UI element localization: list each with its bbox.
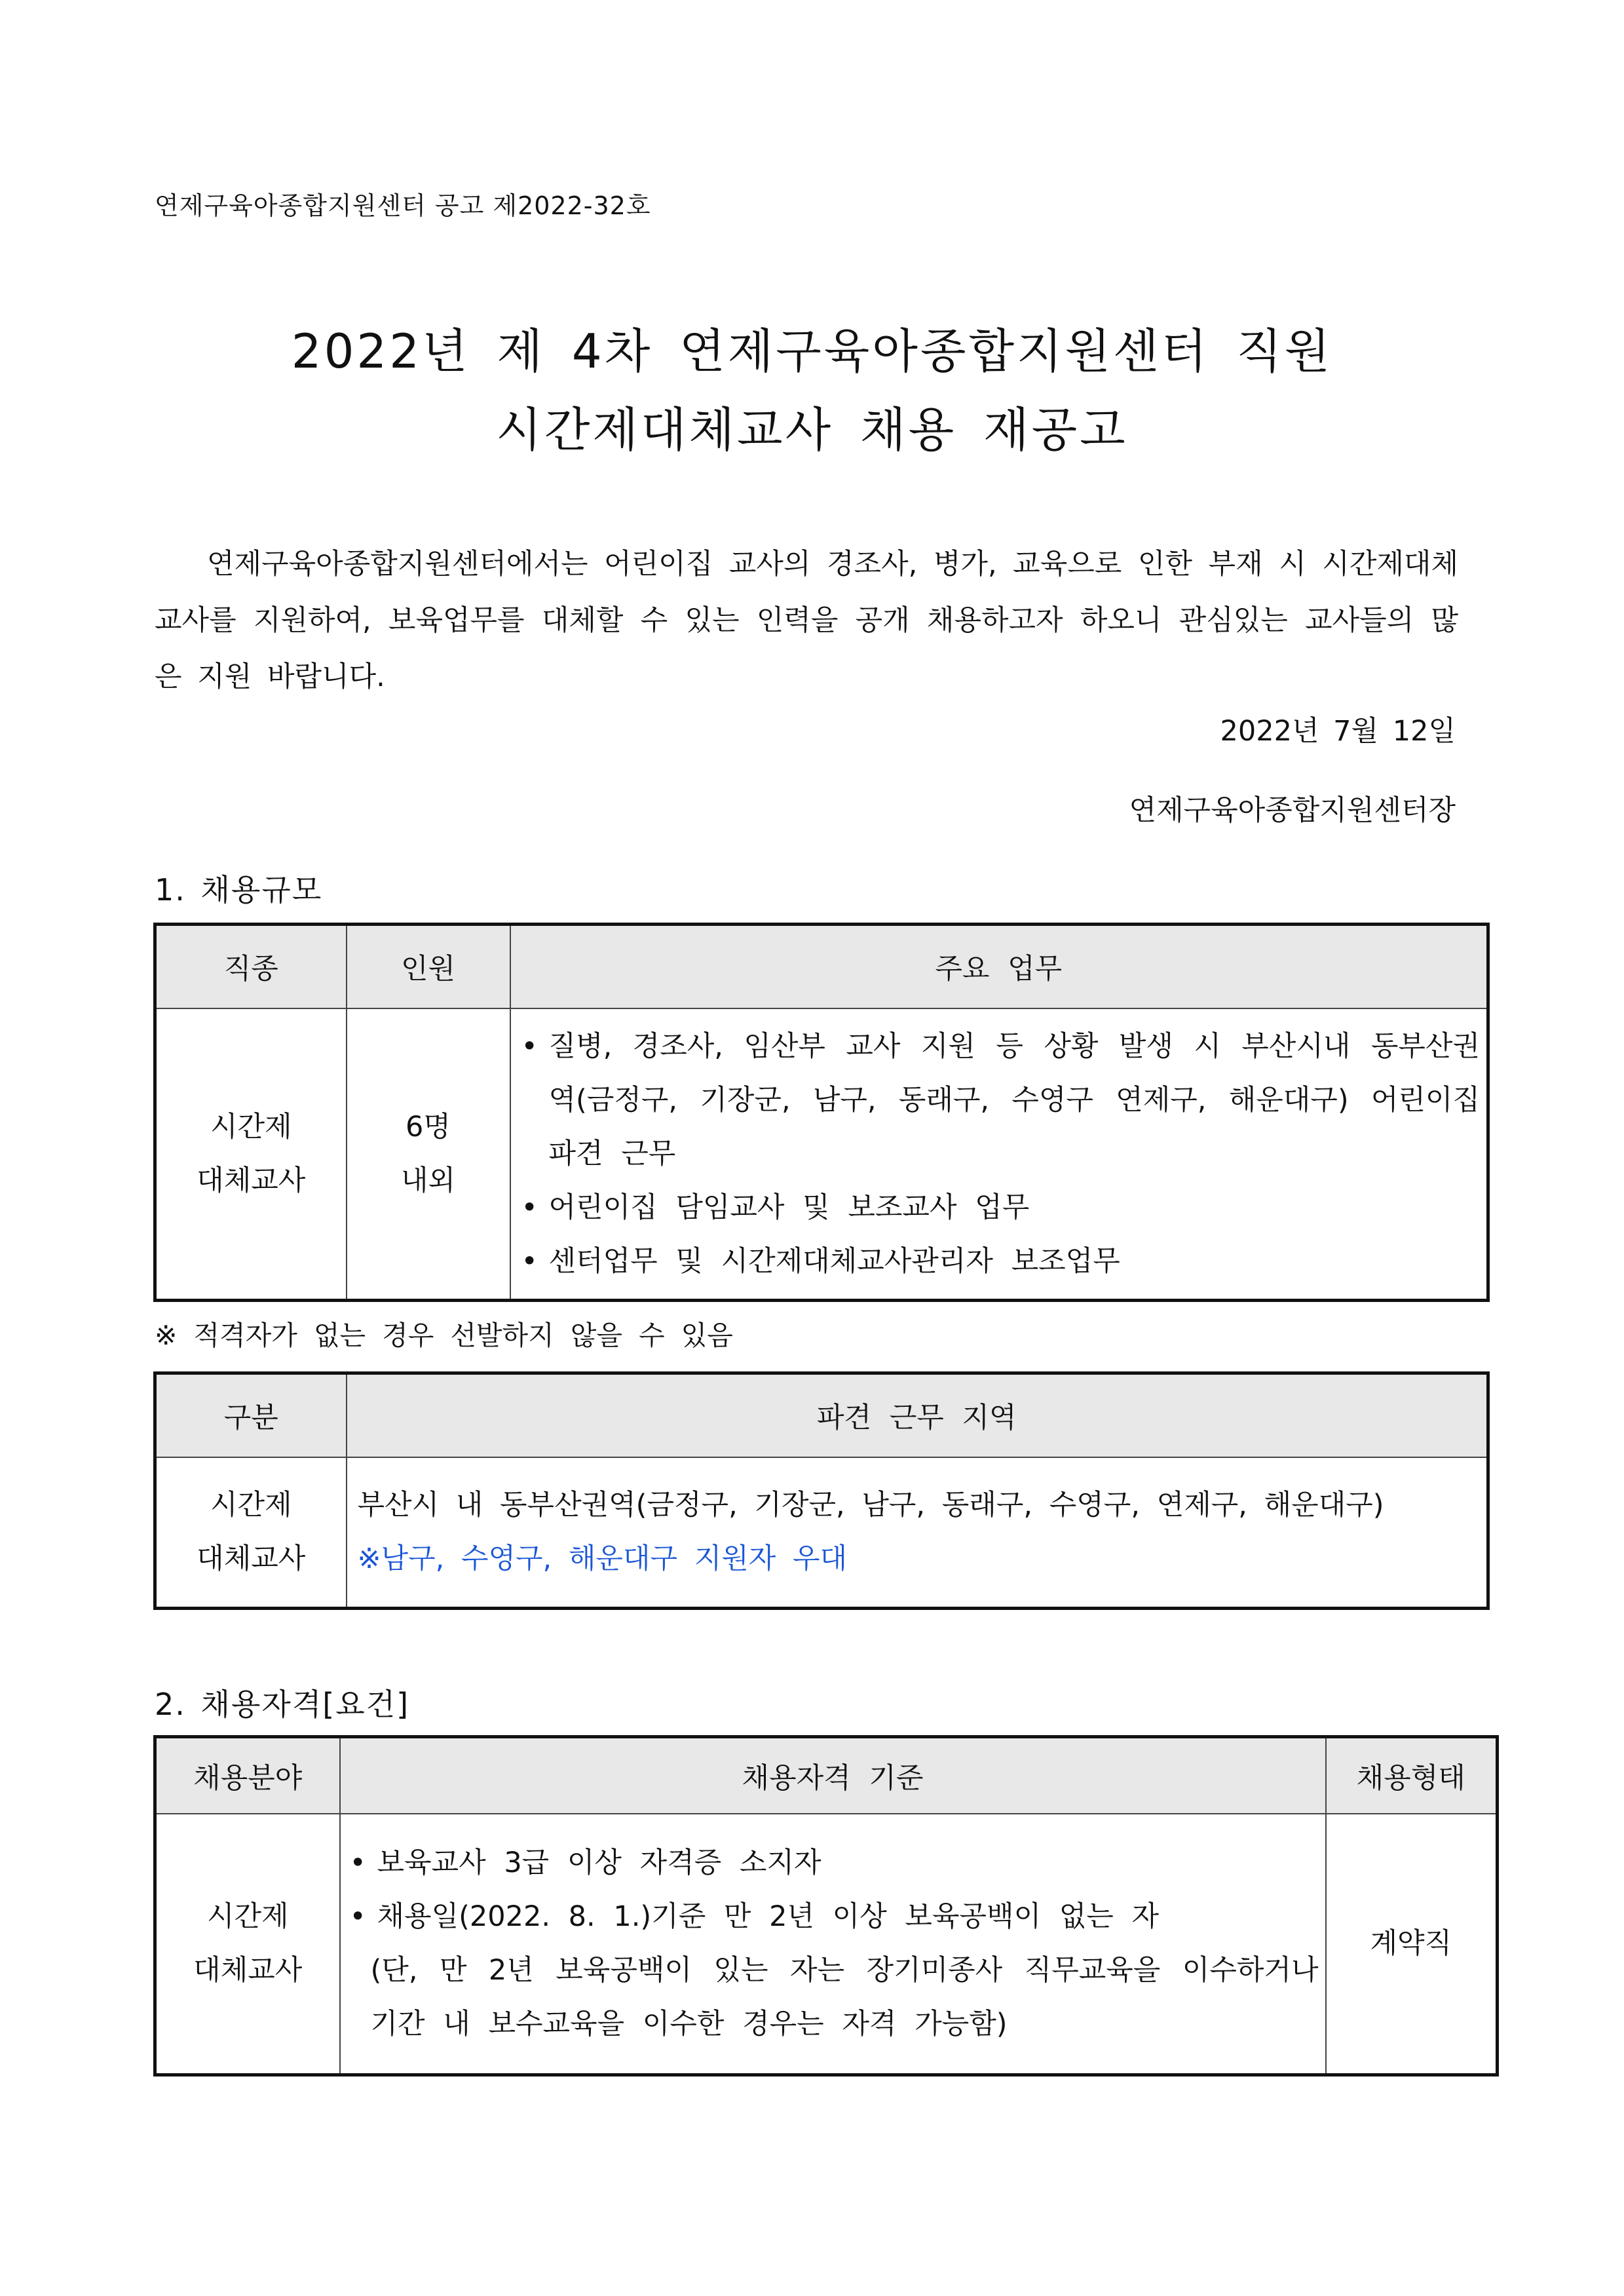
duties-cell [510, 1008, 1488, 1300]
selection-note: ※ 적격자가 없는 경우 선발하지 않을 수 있음 [155, 1320, 733, 1351]
duty-item: • 어린이집 담임교사 및 보조교사 업무 [519, 1181, 1481, 1234]
section-heading-scale: 1. 채용규모 [155, 872, 323, 908]
section-heading-qualification: 2. 채용자격[요건] [155, 1687, 410, 1722]
duty-item: • 질병, 경조사, 임산부 교사 지원 등 상황 발생 시 부산시내 동부산권역(금정구, 기장군, 남구, 동래구, 수영구 연제구, 해운대구) 어린이집 파견 근무 [519, 1020, 1481, 1181]
header-field: 채용분야 [155, 1737, 340, 1814]
job-cell [155, 1457, 347, 1608]
notice-number: 연제구육아종합지원센터 공고 제2022-32호 [155, 191, 651, 220]
notice-date: 2022년 7월 12일 [1220, 715, 1456, 748]
preference-text: ※남구, 수영구, 해운대구 지원자 우대 [357, 1542, 848, 1576]
dispatch-area-table [153, 1371, 1490, 1610]
page-title-line1: 2022년 제 4차 연제구육아종합지원센터 직원 [291, 324, 1333, 379]
header-duties: 주요 업무 [510, 925, 1488, 1009]
count-line2: 내외 [400, 1164, 456, 1197]
criteria-item: • 채용일(2022. 8. 1.)기준 만 2년 이상 보육공백이 없는 자 [347, 1890, 1319, 1943]
job-line1: 시간제 [210, 1489, 292, 1522]
field-cell [155, 1814, 340, 2075]
criteria-note: (단, 만 2년 보육공백이 있는 자는 장기미종사 직무교육을 이수하거나 기간 내 보수교육을 이수한 경우는 자격 가능함) [370, 1954, 1319, 2041]
job-line1: 시간제 [210, 1110, 292, 1143]
header-job: 직종 [155, 925, 347, 1009]
table-row [155, 1457, 1488, 1608]
header-criteria: 채용자격 기준 [340, 1737, 1326, 1814]
duties-list [519, 1020, 1481, 1288]
table-header-row [155, 1373, 1488, 1458]
job-line2: 대체교사 [197, 1542, 306, 1576]
job-cell [155, 1008, 347, 1300]
area-cell [347, 1457, 1488, 1608]
header-employment-type: 채용형태 [1326, 1737, 1498, 1814]
header-area: 파견 근무 지역 [347, 1373, 1488, 1458]
criteria-cell [340, 1814, 1326, 2075]
table-row [155, 1008, 1488, 1300]
count-line1: 6명 [406, 1110, 451, 1143]
recruitment-scale-table [153, 923, 1490, 1302]
employment-type-cell: 계약직 [1326, 1814, 1498, 2075]
signer: 연제구육아종합지원센터장 [1129, 794, 1456, 827]
table-row [155, 1814, 1498, 2075]
intro-paragraph [155, 536, 1458, 705]
table-header-row [155, 925, 1488, 1009]
qualification-table [153, 1735, 1499, 2076]
field-line1: 시간제 [206, 1900, 289, 1934]
criteria-list [347, 1836, 1319, 1943]
page-title-line2: 시간제대체교사 채용 재공고 [496, 402, 1128, 457]
job-line2: 대체교사 [197, 1164, 306, 1197]
table-header-row [155, 1737, 1498, 1814]
intro-text: 연제구육아종합지원센터에서는 어린이집 교사의 경조사, 병가, 교육으로 인한 부재 시 시간제대체교사를 지원하여, 보육업무를 대체할 수 있는 인력을 공개 채용하고자 하오니 관심있는 교사들의 많은 지원 바랍니다. [155, 548, 1458, 693]
header-category: 구분 [155, 1373, 347, 1458]
criteria-item: • 보육교사 3급 이상 자격증 소지자 [347, 1836, 1319, 1890]
count-cell [347, 1008, 510, 1300]
header-count: 인원 [347, 925, 510, 1009]
field-line2: 대체교사 [193, 1954, 303, 1987]
area-text: 부산시 내 동부산권역(금정구, 기장군, 남구, 동래구, 수영구, 연제구, 해운대구) [357, 1489, 1384, 1522]
duty-item: • 센터업무 및 시간제대체교사관리자 보조업무 [519, 1234, 1481, 1288]
